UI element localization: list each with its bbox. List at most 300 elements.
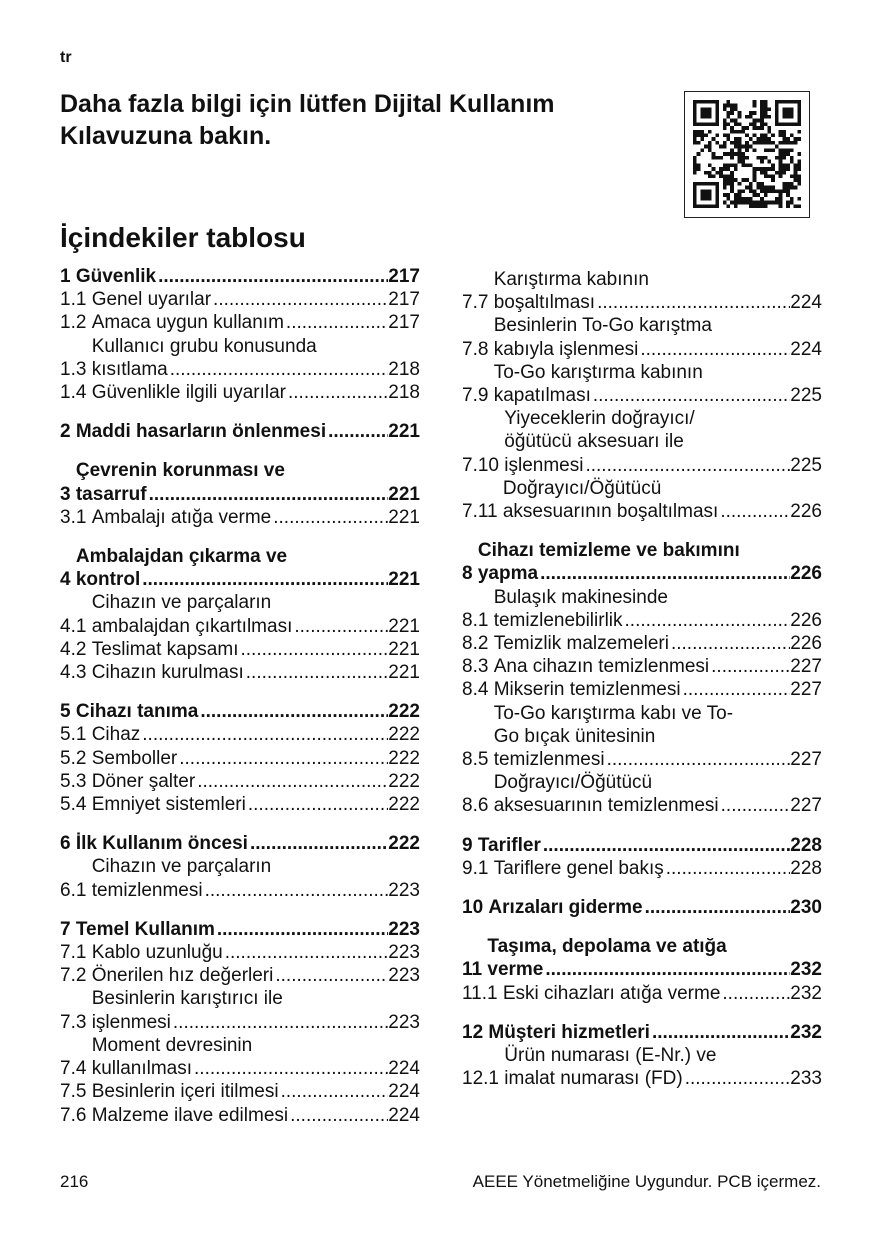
toc-page-number: 232	[790, 982, 822, 1004]
toc-title: İçindekiler tablosu	[60, 222, 306, 253]
toc-entry-number: 12.1	[462, 1068, 505, 1090]
toc-entry-number: 1.4	[60, 382, 92, 404]
toc-section-entry[interactable]	[462, 1021, 822, 1044]
toc-subsection-entry[interactable]	[60, 941, 420, 964]
toc-entry-text	[478, 834, 822, 857]
toc-subsection-entry[interactable]	[462, 678, 822, 701]
toc-entry-last-line	[504, 1067, 822, 1090]
toc-subsection-entry[interactable]	[60, 793, 420, 816]
toc-entry-title-line: ambalajdan çıkartılması	[91, 615, 293, 637]
toc-entry-last-line	[76, 568, 420, 591]
toc-page-number: 223	[388, 942, 420, 964]
toc-entry-last-line	[494, 678, 822, 701]
toc-page-number: 221	[388, 421, 420, 443]
toc-entry-number: 9	[462, 834, 478, 856]
toc-entry-title-line: Müşteri hizmetleri	[488, 1021, 650, 1043]
toc-subsection-entry[interactable]	[60, 506, 420, 529]
toc-entry-last-line	[76, 832, 420, 855]
toc-page-number: 224	[790, 292, 822, 314]
toc-entry-title-line: Önerilen hız değerleri	[91, 965, 274, 987]
toc-entry-last-line	[92, 506, 420, 529]
toc-dot-leader	[215, 918, 388, 941]
toc-entry-title-line: Güvenlikle ilgili uyarılar	[91, 382, 286, 404]
toc-entry-text	[494, 655, 822, 678]
toc-dot-leader	[718, 500, 790, 523]
toc-subsection-entry[interactable]	[462, 655, 822, 678]
toc-entry-text	[494, 678, 822, 701]
toc-dot-leader	[623, 609, 791, 632]
toc-dot-leader	[292, 615, 388, 638]
toc-entry-title-line: To-Go karıştırma kabı ve To-	[493, 702, 734, 724]
toc-dot-leader	[643, 896, 791, 919]
toc-page-number: 223	[388, 1011, 420, 1033]
toc-entry-title-line: Arızaları giderme	[488, 897, 643, 919]
toc-entry-text	[494, 771, 822, 817]
toc-entry-number: 4.3	[60, 662, 92, 684]
toc-entry-title-line: Cihaz	[91, 724, 141, 746]
toc-section-entry[interactable]	[60, 265, 420, 288]
toc-dot-leader	[248, 832, 388, 855]
toc-entry-last-line	[478, 834, 822, 857]
toc-entry-number: 2	[60, 421, 76, 443]
toc-dot-leader	[288, 1104, 388, 1127]
toc-dot-leader	[326, 420, 388, 443]
toc-entry-number: 7.6	[60, 1104, 92, 1126]
toc-entry-number: 8.2	[462, 633, 494, 655]
toc-entry-last-line	[76, 700, 420, 723]
toc-page-number: 226	[790, 563, 822, 585]
toc-dot-leader	[192, 1057, 388, 1080]
headline-line: Kılavuzuna bakın.	[60, 122, 272, 150]
toc-subsection-entry[interactable]	[462, 361, 822, 407]
toc-page-number: 228	[790, 857, 822, 879]
toc-entry-last-line	[478, 562, 822, 585]
toc-entry-number: 5.2	[60, 747, 92, 769]
toc-dot-leader	[203, 879, 389, 902]
toc-page-number: 233	[790, 1068, 822, 1090]
toc-entry-number: 3.1	[60, 506, 92, 528]
toc-page-number: 217	[388, 266, 420, 287]
toc-entry-number: 7.2	[60, 965, 92, 987]
toc-subsection-entry[interactable]	[60, 381, 420, 404]
toc-entry-text	[76, 832, 420, 855]
toc-page-number: 230	[790, 897, 822, 919]
toc-entry-number: 7.3	[60, 1011, 92, 1033]
toc-entry-last-line	[92, 1080, 420, 1103]
toc-subsection-entry[interactable]	[60, 1080, 420, 1103]
toc-section-entry[interactable]	[60, 459, 420, 505]
toc-dot-leader	[650, 1021, 790, 1044]
toc-entry-number: 3	[60, 483, 76, 505]
toc-entry-last-line	[494, 609, 822, 632]
toc-entry-title-line: Go bıçak ünitesinin	[493, 725, 656, 747]
toc-dot-leader	[244, 661, 389, 684]
toc-entry-last-line	[92, 638, 420, 661]
toc-entry-number: 8.1	[462, 609, 494, 631]
toc-entry-title-line: Besinlerin içeri itilmesi	[91, 1081, 279, 1103]
toc-entry-text	[92, 1080, 420, 1103]
toc-section-entry[interactable]	[60, 420, 420, 443]
toc-entry-text	[92, 381, 420, 404]
toc-page-number: 232	[790, 959, 822, 981]
toc-entry-text	[488, 896, 822, 919]
toc-subsection-entry[interactable]	[60, 1034, 420, 1080]
toc-entry-text	[92, 1104, 420, 1127]
toc-entry-text	[494, 586, 822, 632]
toc-entry-title-line: Teslimat kapsamı	[91, 638, 239, 660]
toc-entry-title-line: Ana cihazın temizlenmesi	[493, 656, 710, 678]
toc-entry-last-line	[92, 941, 420, 964]
toc-page-number: 225	[790, 454, 822, 476]
toc-subsection-entry[interactable]	[462, 982, 822, 1005]
toc-page-number: 221	[388, 483, 420, 505]
toc-entry-number: 8.6	[462, 795, 494, 817]
toc-entry-last-line	[92, 381, 420, 404]
toc-dot-leader	[140, 723, 388, 746]
toc-subsection-entry[interactable]	[60, 770, 420, 793]
toc-column-right	[462, 268, 822, 1091]
toc-entry-text	[92, 1034, 420, 1080]
toc-dot-leader	[709, 655, 790, 678]
toc-entry-last-line	[494, 857, 822, 880]
toc-entry-title-line: Döner şalter	[91, 770, 196, 792]
toc-dot-leader	[595, 291, 790, 314]
toc-page-number: 222	[388, 747, 420, 769]
toc-subsection-entry[interactable]	[462, 702, 822, 772]
toc-page-number: 224	[388, 1104, 420, 1126]
toc-dot-leader	[638, 338, 790, 361]
toc-entry-title-line: Ambalajı atığa verme	[91, 506, 272, 528]
toc-entry-last-line	[92, 311, 420, 334]
toc-entry-number: 1.3	[60, 358, 92, 380]
toc-entry-text	[92, 747, 420, 770]
qr-code-icon	[684, 91, 810, 218]
toc-section-entry[interactable]	[60, 545, 420, 591]
toc-entry-number: 7.11	[462, 501, 503, 523]
toc-entry-text	[92, 964, 420, 987]
language-code: tr	[60, 49, 72, 66]
toc-entry-title-line: kabıyla işlenmesi	[493, 338, 639, 360]
toc-subsection-entry[interactable]	[60, 723, 420, 746]
toc-subsection-entry[interactable]	[60, 855, 420, 901]
toc-entry-number: 10	[462, 897, 489, 919]
toc-entry-number: 4.1	[60, 615, 92, 637]
toc-entry-last-line	[92, 1011, 420, 1034]
toc-entry-title-line: kullanılması	[91, 1058, 193, 1080]
toc-entry-number: 11	[462, 959, 488, 981]
toc-entry-title-line: Genel uyarılar	[91, 289, 212, 311]
toc-dot-leader	[681, 678, 791, 701]
toc-dot-leader	[286, 381, 388, 404]
toc-entry-text	[494, 268, 822, 314]
toc-entry-last-line	[92, 1104, 420, 1127]
toc-entry-title-line: Moment devresinin	[91, 1034, 253, 1056]
toc-page-number: 226	[790, 633, 822, 655]
toc-page-number: 217	[388, 312, 420, 334]
toc-page-number: 227	[790, 749, 822, 771]
toc-entry-title-line: verme	[487, 959, 544, 981]
page-number: 216	[60, 1172, 89, 1191]
toc-subsection-entry[interactable]	[462, 586, 822, 632]
toc-section-entry[interactable]	[60, 832, 420, 855]
toc-entry-title-line: yapma	[477, 563, 539, 585]
toc-page-number: 232	[790, 1021, 822, 1043]
toc-entry-title-line: Temizlik malzemeleri	[493, 633, 669, 655]
toc-entry-title-line: işlenmesi	[91, 1011, 171, 1033]
toc-entry-text	[504, 1044, 822, 1090]
toc-entry-number: 4	[60, 569, 76, 591]
toc-page-number: 228	[790, 834, 822, 856]
toc-dot-leader	[246, 793, 388, 816]
toc-dot-leader	[683, 1067, 791, 1090]
toc-entry-number: 1.1	[60, 289, 92, 311]
toc-page-number: 221	[388, 569, 420, 591]
toc-page-number: 226	[790, 501, 822, 523]
toc-section-entry[interactable]	[60, 918, 420, 941]
toc-entry-title-line: Ürün numarası (E-Nr.) ve	[504, 1045, 717, 1067]
toc-entry-title-line: Mikserin temizlenmesi	[493, 679, 681, 701]
toc-subsection-entry[interactable]	[60, 661, 420, 684]
toc-column-left	[60, 265, 420, 1127]
toc-entry-last-line	[494, 794, 822, 817]
toc-entry-title-line: öğütücü aksesuarı ile	[504, 431, 684, 453]
toc-page-number: 223	[388, 879, 420, 901]
toc-dot-leader	[171, 1011, 388, 1034]
toc-page-number: 218	[388, 358, 420, 380]
toc-entry-text	[76, 545, 420, 591]
footer-note: AEEE Yönetmeliğine Uygundur. PCB içermez.	[472, 1172, 821, 1191]
toc-entry-number: 4.2	[60, 638, 92, 660]
toc-page-number: 223	[388, 965, 420, 987]
toc-subsection-entry[interactable]	[462, 314, 822, 360]
toc-entry-text	[504, 407, 822, 477]
toc-entry-title-line: Cihazın ve parçaların	[91, 856, 272, 878]
toc-subsection-entry[interactable]	[60, 987, 420, 1033]
toc-dot-leader	[543, 958, 790, 981]
toc-subsection-entry[interactable]	[462, 1044, 822, 1090]
toc-entry-title-line: tasarruf	[75, 483, 147, 505]
toc-dot-leader	[198, 700, 388, 723]
toc-entry-title-line: Ambalajdan çıkarma ve	[75, 546, 288, 568]
toc-section-entry[interactable]	[462, 539, 822, 585]
toc-dot-leader	[720, 982, 790, 1005]
toc-entry-number: 7.4	[60, 1058, 92, 1080]
toc-entry-title-line: işlenmesi	[504, 454, 584, 476]
toc-entry-last-line	[92, 288, 420, 311]
toc-entry-text	[494, 361, 822, 407]
toc-section-entry[interactable]	[462, 935, 822, 981]
toc-page-number: 227	[790, 679, 822, 701]
toc-page-number: 226	[790, 609, 822, 631]
toc-entry-text	[494, 702, 822, 772]
toc-subsection-entry[interactable]	[60, 1104, 420, 1127]
toc-entry-text	[494, 632, 822, 655]
toc-entry-text	[92, 335, 420, 381]
toc-entry-text	[92, 506, 420, 529]
toc-entry-last-line	[92, 879, 420, 902]
toc-page-number: 221	[388, 638, 420, 660]
toc-entry-title-line: Tariflere genel bakış	[493, 857, 664, 879]
toc-entry-last-line	[76, 918, 420, 941]
toc-entry-text	[494, 857, 822, 880]
toc-subsection-entry[interactable]	[60, 591, 420, 637]
toc-entry-last-line	[76, 265, 420, 288]
toc-entry-text	[92, 288, 420, 311]
toc-entry-title-line: temizlenmesi	[91, 879, 203, 901]
page-headline	[60, 88, 680, 152]
toc-dot-leader	[177, 747, 388, 770]
toc-entry-title-line: Güvenlik	[75, 266, 157, 287]
toc-page-number: 227	[790, 795, 822, 817]
toc-entry-text	[487, 935, 822, 981]
toc-entry-title-line: Cihazın ve parçaların	[91, 592, 272, 614]
toc-subsection-entry[interactable]	[60, 964, 420, 987]
toc-entry-last-line	[92, 964, 420, 987]
toc-entry-last-line	[92, 1057, 420, 1080]
toc-page-number: 224	[790, 338, 822, 360]
toc-page-number: 224	[388, 1081, 420, 1103]
toc-entry-title-line: Semboller	[91, 747, 178, 769]
toc-entry-number: 6.1	[60, 879, 92, 901]
toc-entry-title-line: kısıtlama	[91, 358, 168, 380]
toc-entry-last-line	[76, 420, 420, 443]
toc-entry-number: 7.8	[462, 338, 494, 360]
toc-entry-title-line: Doğrayıcı/Öğütücü	[502, 477, 662, 499]
toc-entry-title-line: Kablo uzunluğu	[91, 942, 223, 964]
toc-entry-text	[488, 1021, 822, 1044]
toc-subsection-entry[interactable]	[462, 632, 822, 655]
toc-page-number: 222	[388, 770, 420, 792]
toc-entry-title-line: To-Go karıştırma kabının	[493, 361, 703, 383]
toc-entry-title-line: Cihazın kurulması	[91, 662, 244, 684]
toc-entry-title-line: Yiyeceklerin doğrayıcı/	[504, 408, 695, 430]
toc-subsection-entry[interactable]	[462, 857, 822, 880]
toc-entry-text	[92, 793, 420, 816]
toc-entry-number: 7.5	[60, 1081, 92, 1103]
toc-subsection-entry[interactable]	[60, 747, 420, 770]
toc-dot-leader	[211, 288, 388, 311]
toc-page-number: 224	[388, 1058, 420, 1080]
toc-entry-title-line: aksesuarının temizlenmesi	[493, 795, 719, 817]
toc-entry-last-line	[494, 291, 822, 314]
toc-entry-title-line: Taşıma, depolama ve atığa	[487, 936, 727, 958]
toc-entry-text	[92, 770, 420, 793]
toc-dot-leader	[719, 794, 791, 817]
toc-entry-last-line	[92, 770, 420, 793]
toc-page-number: 222	[388, 724, 420, 746]
toc-dot-leader	[156, 265, 388, 288]
toc-entry-number: 8.5	[462, 749, 494, 771]
toc-entry-title-line: Malzeme ilave edilmesi	[91, 1104, 289, 1126]
toc-subsection-entry[interactable]	[462, 771, 822, 817]
toc-dot-leader	[168, 358, 389, 381]
toc-entry-text	[76, 420, 420, 443]
toc-dot-leader	[541, 834, 790, 857]
toc-entry-last-line	[92, 747, 420, 770]
toc-dot-leader	[591, 384, 790, 407]
toc-entry-title-line: Besinlerin karıştırıcı ile	[91, 988, 283, 1010]
toc-entry-title-line: Bulaşık makinesinde	[493, 586, 668, 608]
toc-entry-number: 5.4	[60, 794, 92, 816]
toc-dot-leader	[605, 748, 791, 771]
toc-section-entry[interactable]	[60, 700, 420, 723]
toc-entry-title-line: Emniyet sistemleri	[91, 794, 246, 816]
toc-entry-number: 8.3	[462, 656, 494, 678]
toc-entry-text	[76, 918, 420, 941]
toc-entry-title-line: Cihazı tanıma	[75, 701, 199, 723]
toc-entry-last-line	[494, 384, 822, 407]
toc-section-entry[interactable]	[462, 896, 822, 919]
toc-entry-text	[92, 591, 420, 637]
toc-dot-leader	[664, 857, 791, 880]
toc-entry-last-line	[92, 793, 420, 816]
toc-page-number: 221	[388, 506, 420, 528]
toc-entry-last-line	[92, 661, 420, 684]
toc-entry-text	[76, 459, 420, 505]
toc-entry-last-line	[494, 338, 822, 361]
toc-entry-number: 1.2	[60, 312, 92, 334]
toc-entry-text	[76, 265, 420, 288]
toc-subsection-entry[interactable]	[60, 638, 420, 661]
toc-dot-leader	[238, 638, 388, 661]
toc-subsection-entry[interactable]	[60, 335, 420, 381]
toc-entry-last-line	[487, 958, 822, 981]
toc-entry-title-line: kapatılması	[493, 385, 591, 407]
toc-entry-text	[92, 723, 420, 746]
toc-entry-number: 5.1	[60, 724, 92, 746]
toc-entry-number: 9.1	[462, 857, 494, 879]
toc-dot-leader	[284, 311, 388, 334]
toc-entry-title-line: imalat numarası (FD)	[504, 1068, 683, 1090]
toc-entry-title-line: Tarifler	[477, 834, 541, 856]
toc-entry-title-line: Kullanıcı grubu konusunda	[91, 335, 317, 357]
toc-entry-number: 7.7	[462, 292, 494, 314]
toc-entry-title-line: temizlenebilirlik	[493, 609, 623, 631]
headline-line: Daha fazla bilgi için lütfen Dijital Kullanım	[60, 90, 555, 118]
toc-subsection-entry[interactable]	[60, 288, 420, 311]
toc-entry-number: 8.4	[462, 679, 494, 701]
toc-subsection-entry[interactable]	[60, 311, 420, 334]
toc-section-entry[interactable]	[462, 834, 822, 857]
toc-entry-text	[76, 700, 420, 723]
toc-entry-last-line	[92, 358, 420, 381]
toc-dot-leader	[273, 964, 388, 987]
toc-entry-title-line: Karıştırma kabının	[493, 269, 649, 290]
toc-entry-text	[494, 314, 822, 360]
toc-entry-last-line	[504, 454, 822, 477]
toc-entry-last-line	[92, 615, 420, 638]
toc-entry-last-line	[494, 632, 822, 655]
toc-entry-title-line: Amaca uygun kullanım	[91, 312, 284, 334]
toc-page-number: 222	[388, 701, 420, 723]
toc-dot-leader	[669, 632, 790, 655]
toc-page-number: 225	[790, 385, 822, 407]
toc-entry-last-line	[76, 483, 420, 506]
toc-subsection-entry[interactable]	[462, 407, 822, 477]
toc-dot-leader	[140, 568, 388, 591]
toc-entry-number: 8	[462, 563, 478, 585]
toc-page-number: 223	[388, 918, 420, 940]
toc-subsection-entry[interactable]	[462, 268, 822, 314]
toc-dot-leader	[271, 506, 388, 529]
toc-entry-title-line: İlk Kullanım öncesi	[75, 833, 248, 855]
toc-entry-number: 11.1	[462, 982, 503, 1004]
toc-entry-title-line: Besinlerin To-Go karıştma	[493, 315, 712, 337]
toc-entry-title-line: Eski cihazları atığa verme	[502, 982, 721, 1004]
toc-page-number: 222	[388, 794, 420, 816]
toc-subsection-entry[interactable]	[462, 477, 822, 523]
toc-entry-title-line: aksesuarının boşaltılması	[502, 501, 719, 523]
